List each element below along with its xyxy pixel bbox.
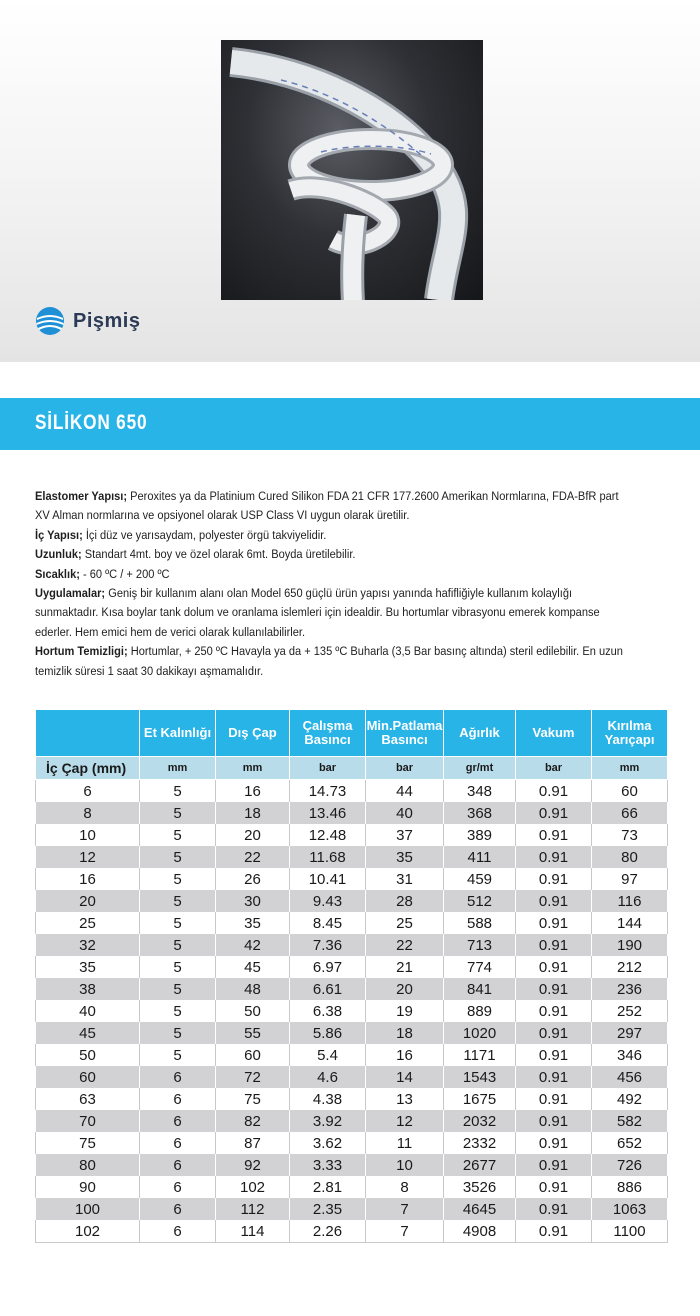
table-row [36, 1198, 668, 1220]
table-cell: 0.91 [516, 934, 592, 956]
table-cell: 5.4 [290, 1044, 366, 1066]
table-cell: 459 [444, 868, 516, 890]
table-cell: 0.91 [516, 1132, 592, 1154]
table-cell: 5 [140, 956, 216, 978]
table-cell: 12 [36, 846, 140, 868]
description-label: İç Yapısı; [35, 527, 83, 542]
table-cell: 3.62 [290, 1132, 366, 1154]
table-cell: 0.91 [516, 1110, 592, 1132]
table-cell: 18 [366, 1022, 444, 1044]
table-cell: 80 [36, 1154, 140, 1176]
table-cell: 1675 [444, 1088, 516, 1110]
unit-header: gr/mt [444, 757, 516, 780]
table-cell: 713 [444, 934, 516, 956]
table-cell: 5 [140, 868, 216, 890]
table-cell: 252 [592, 1000, 668, 1022]
table-cell: 6 [140, 1154, 216, 1176]
table-cell: 19 [366, 1000, 444, 1022]
table-cell: 25 [36, 912, 140, 934]
table-row [36, 1154, 668, 1176]
table-cell: 20 [366, 978, 444, 1000]
unit-header: bar [290, 757, 366, 780]
table-cell: 90 [36, 1176, 140, 1198]
table-cell: 45 [36, 1022, 140, 1044]
table-cell: 32 [36, 934, 140, 956]
product-banner [0, 398, 700, 450]
table-cell: 3.33 [290, 1154, 366, 1176]
table-cell: 18 [216, 802, 290, 824]
table-cell: 45 [216, 956, 290, 978]
table-cell: 492 [592, 1088, 668, 1110]
table-units-row [36, 757, 668, 780]
description-text: Hortumlar, + 250 ºC Havayla ya da + 135 ºC Buharla (3,5 Bar basınç altında) steril edilebilir. En uzun temizlik süresi 1 saat 30 dakikayı aşmamalıdır. [35, 644, 623, 678]
table-cell: 35 [216, 912, 290, 934]
table-cell: 368 [444, 802, 516, 824]
spec-table [35, 709, 668, 1243]
table-cell: 30 [216, 890, 290, 912]
table-cell: 2.81 [290, 1176, 366, 1198]
column-header [36, 710, 140, 757]
unit-header: bar [516, 757, 592, 780]
table-cell: 10 [366, 1154, 444, 1176]
description-label: Hortum Temizligi; [35, 644, 128, 659]
table-row [36, 1000, 668, 1022]
table-cell: 55 [216, 1022, 290, 1044]
table-cell: 50 [216, 1000, 290, 1022]
table-cell: 0.91 [516, 978, 592, 1000]
unit-header: İç Çap (mm) [36, 757, 140, 780]
table-cell: 8.45 [290, 912, 366, 934]
description-paragraph [35, 642, 629, 681]
table-cell: 726 [592, 1154, 668, 1176]
table-cell: 114 [216, 1220, 290, 1243]
table-cell: 22 [216, 846, 290, 868]
product-title: SİLİKON 650 [35, 411, 148, 434]
table-cell: 6 [36, 780, 140, 803]
table-cell: 7 [366, 1198, 444, 1220]
table-cell: 44 [366, 780, 444, 803]
table-cell: 75 [216, 1088, 290, 1110]
table-cell: 38 [36, 978, 140, 1000]
table-cell: 348 [444, 780, 516, 803]
table-cell: 75 [36, 1132, 140, 1154]
table-cell: 6.61 [290, 978, 366, 1000]
table-cell: 60 [216, 1044, 290, 1066]
table-cell: 40 [36, 1000, 140, 1022]
description-text: Geniş bir kullanım alanı olan Model 650 güçlü ürün yapısı yanında hafifliğiyle kullanım kolaylığı sunmaktadır. Kısa boylar tank dolum ve oranlama islemleri için idealdir. Bu hortumlar vibrasyonu emerek kompanse ederler. Hem emici hem de verici olarak kullanılabilirler. [35, 586, 600, 639]
table-cell: 14.73 [290, 780, 366, 803]
table-cell: 6 [140, 1088, 216, 1110]
table-cell: 588 [444, 912, 516, 934]
table-cell: 6 [140, 1176, 216, 1198]
table-cell: 6.38 [290, 1000, 366, 1022]
table-cell: 5 [140, 1044, 216, 1066]
table-cell: 11.68 [290, 846, 366, 868]
table-cell: 6 [140, 1132, 216, 1154]
table-cell: 1171 [444, 1044, 516, 1066]
table-cell: 5 [140, 912, 216, 934]
column-header: Çalışma Basıncı [290, 710, 366, 757]
product-description [35, 487, 629, 681]
table-row [36, 824, 668, 846]
table-cell: 92 [216, 1154, 290, 1176]
table-row [36, 1044, 668, 1066]
table-cell: 6 [140, 1198, 216, 1220]
table-cell: 1020 [444, 1022, 516, 1044]
table-cell: 6 [140, 1066, 216, 1088]
table-cell: 22 [366, 934, 444, 956]
table-cell: 5 [140, 1000, 216, 1022]
table-cell: 5 [140, 890, 216, 912]
table-cell: 12 [366, 1110, 444, 1132]
table-cell: 0.91 [516, 1220, 592, 1243]
table-cell: 0.91 [516, 1000, 592, 1022]
table-cell: 28 [366, 890, 444, 912]
table-cell: 9.43 [290, 890, 366, 912]
table-row [36, 846, 668, 868]
column-header: Kırılma Yarıçapı [592, 710, 668, 757]
column-header: Vakum [516, 710, 592, 757]
table-cell: 411 [444, 846, 516, 868]
description-text: - 60 ºC / + 200 ºC [79, 566, 170, 581]
description-text: İçi düz ve yarısaydam, polyester örgü takviyelidir. [82, 527, 327, 542]
column-header: Ağırlık [444, 710, 516, 757]
table-cell: 512 [444, 890, 516, 912]
table-cell: 2.35 [290, 1198, 366, 1220]
table-cell: 5 [140, 1022, 216, 1044]
table-cell: 212 [592, 956, 668, 978]
table-cell: 8 [366, 1176, 444, 1198]
table-cell: 3.92 [290, 1110, 366, 1132]
description-text: Standart 4mt. boy ve özel olarak 6mt. Boyda üretilebilir. [81, 547, 356, 562]
table-cell: 0.91 [516, 1154, 592, 1176]
hero-section [0, 0, 700, 362]
table-cell: 841 [444, 978, 516, 1000]
table-cell: 0.91 [516, 1066, 592, 1088]
table-cell: 1100 [592, 1220, 668, 1243]
description-paragraph [35, 545, 629, 564]
table-cell: 12.48 [290, 824, 366, 846]
table-cell: 297 [592, 1022, 668, 1044]
table-cell: 70 [36, 1110, 140, 1132]
table-cell: 0.91 [516, 868, 592, 890]
unit-header: mm [216, 757, 290, 780]
table-cell: 456 [592, 1066, 668, 1088]
table-cell: 6 [140, 1110, 216, 1132]
column-header: Dış Çap [216, 710, 290, 757]
table-cell: 0.91 [516, 802, 592, 824]
table-cell: 4645 [444, 1198, 516, 1220]
table-cell: 11 [366, 1132, 444, 1154]
table-cell: 26 [216, 868, 290, 890]
table-row [36, 956, 668, 978]
table-cell: 0.91 [516, 824, 592, 846]
table-cell: 5.86 [290, 1022, 366, 1044]
table-cell: 0.91 [516, 1044, 592, 1066]
table-cell: 4.38 [290, 1088, 366, 1110]
table-cell: 0.91 [516, 1022, 592, 1044]
table-cell: 4908 [444, 1220, 516, 1243]
table-row [36, 1132, 668, 1154]
table-cell: 2677 [444, 1154, 516, 1176]
pismis-logo-icon [35, 306, 65, 336]
unit-header: mm [592, 757, 668, 780]
hose-illustration [221, 40, 483, 300]
table-cell: 48 [216, 978, 290, 1000]
table-row [36, 1022, 668, 1044]
table-row [36, 1176, 668, 1198]
table-cell: 5 [140, 978, 216, 1000]
description-paragraph [35, 565, 629, 584]
table-cell: 25 [366, 912, 444, 934]
table-cell: 63 [36, 1088, 140, 1110]
table-header-row [36, 710, 668, 757]
brand-name: Pişmiş [73, 309, 141, 332]
table-cell: 652 [592, 1132, 668, 1154]
table-row [36, 1088, 668, 1110]
table-cell: 7.36 [290, 934, 366, 956]
table-cell: 346 [592, 1044, 668, 1066]
table-row [36, 890, 668, 912]
table-cell: 5 [140, 780, 216, 803]
table-cell: 6 [140, 1220, 216, 1243]
table-cell: 35 [36, 956, 140, 978]
table-cell: 8 [36, 802, 140, 824]
table-cell: 16 [366, 1044, 444, 1066]
table-cell: 2032 [444, 1110, 516, 1132]
table-cell: 100 [36, 1198, 140, 1220]
table-cell: 2332 [444, 1132, 516, 1154]
column-header: Min.Patlama Basıncı [366, 710, 444, 757]
table-cell: 31 [366, 868, 444, 890]
table-cell: 102 [216, 1176, 290, 1198]
table-cell: 1543 [444, 1066, 516, 1088]
table-cell: 10 [36, 824, 140, 846]
table-cell: 87 [216, 1132, 290, 1154]
table-cell: 144 [592, 912, 668, 934]
table-cell: 190 [592, 934, 668, 956]
table-cell: 35 [366, 846, 444, 868]
table-cell: 13.46 [290, 802, 366, 824]
table-cell: 37 [366, 824, 444, 846]
description-label: Uygulamalar; [35, 586, 106, 601]
table-cell: 0.91 [516, 1088, 592, 1110]
table-cell: 14 [366, 1066, 444, 1088]
table-row [36, 1110, 668, 1132]
description-paragraph [35, 584, 629, 642]
table-cell: 0.91 [516, 1198, 592, 1220]
table-cell: 60 [592, 780, 668, 803]
table-cell: 97 [592, 868, 668, 890]
table-cell: 389 [444, 824, 516, 846]
table-cell: 13 [366, 1088, 444, 1110]
table-cell: 5 [140, 846, 216, 868]
table-cell: 72 [216, 1066, 290, 1088]
table-cell: 0.91 [516, 956, 592, 978]
table-cell: 5 [140, 824, 216, 846]
table-cell: 60 [36, 1066, 140, 1088]
table-cell: 0.91 [516, 780, 592, 803]
table-cell: 4.6 [290, 1066, 366, 1088]
description-text: Peroxites ya da Platinium Cured Silikon FDA 21 CFR 177.2600 Amerikan Normlarına, FDA-BfR part XV Alman normlarına ve opsiyonel olarak USP Class VI uygun olarak üretilir. [35, 489, 619, 523]
table-row [36, 912, 668, 934]
unit-header: mm [140, 757, 216, 780]
table-cell: 0.91 [516, 890, 592, 912]
description-paragraph [35, 526, 629, 545]
description-label: Uzunluk; [35, 547, 82, 562]
table-cell: 102 [36, 1220, 140, 1243]
table-cell: 774 [444, 956, 516, 978]
table-cell: 42 [216, 934, 290, 956]
table-cell: 6.97 [290, 956, 366, 978]
table-cell: 20 [216, 824, 290, 846]
table-cell: 21 [366, 956, 444, 978]
table-cell: 10.41 [290, 868, 366, 890]
table-cell: 16 [36, 868, 140, 890]
table-cell: 889 [444, 1000, 516, 1022]
table-row [36, 868, 668, 890]
table-cell: 50 [36, 1044, 140, 1066]
table-cell: 0.91 [516, 912, 592, 934]
table-cell: 16 [216, 780, 290, 803]
table-cell: 116 [592, 890, 668, 912]
table-cell: 66 [592, 802, 668, 824]
table-row [36, 978, 668, 1000]
table-cell: 40 [366, 802, 444, 824]
table-cell: 20 [36, 890, 140, 912]
table-cell: 0.91 [516, 1176, 592, 1198]
unit-header: bar [366, 757, 444, 780]
table-row [36, 1066, 668, 1088]
column-header: Et Kalınlığı [140, 710, 216, 757]
table-cell: 80 [592, 846, 668, 868]
table-cell: 236 [592, 978, 668, 1000]
silicone-hose-photo [221, 40, 483, 300]
table-cell: 2.26 [290, 1220, 366, 1243]
table-cell: 886 [592, 1176, 668, 1198]
table-cell: 112 [216, 1198, 290, 1220]
table-cell: 7 [366, 1220, 444, 1243]
brand-logo[interactable] [35, 306, 140, 336]
table-cell: 5 [140, 802, 216, 824]
table-cell: 1063 [592, 1198, 668, 1220]
table-cell: 3526 [444, 1176, 516, 1198]
table-row [36, 1220, 668, 1243]
table-cell: 582 [592, 1110, 668, 1132]
description-label: Elastomer Yapısı; [35, 489, 128, 503]
description-label: Sıcaklık; [35, 566, 80, 581]
table-cell: 82 [216, 1110, 290, 1132]
table-cell: 5 [140, 934, 216, 956]
description-paragraph [35, 487, 629, 526]
table-cell: 73 [592, 824, 668, 846]
table-row [36, 780, 668, 803]
table-body [36, 780, 668, 1243]
table-cell: 0.91 [516, 846, 592, 868]
table-row [36, 802, 668, 824]
table-row [36, 934, 668, 956]
